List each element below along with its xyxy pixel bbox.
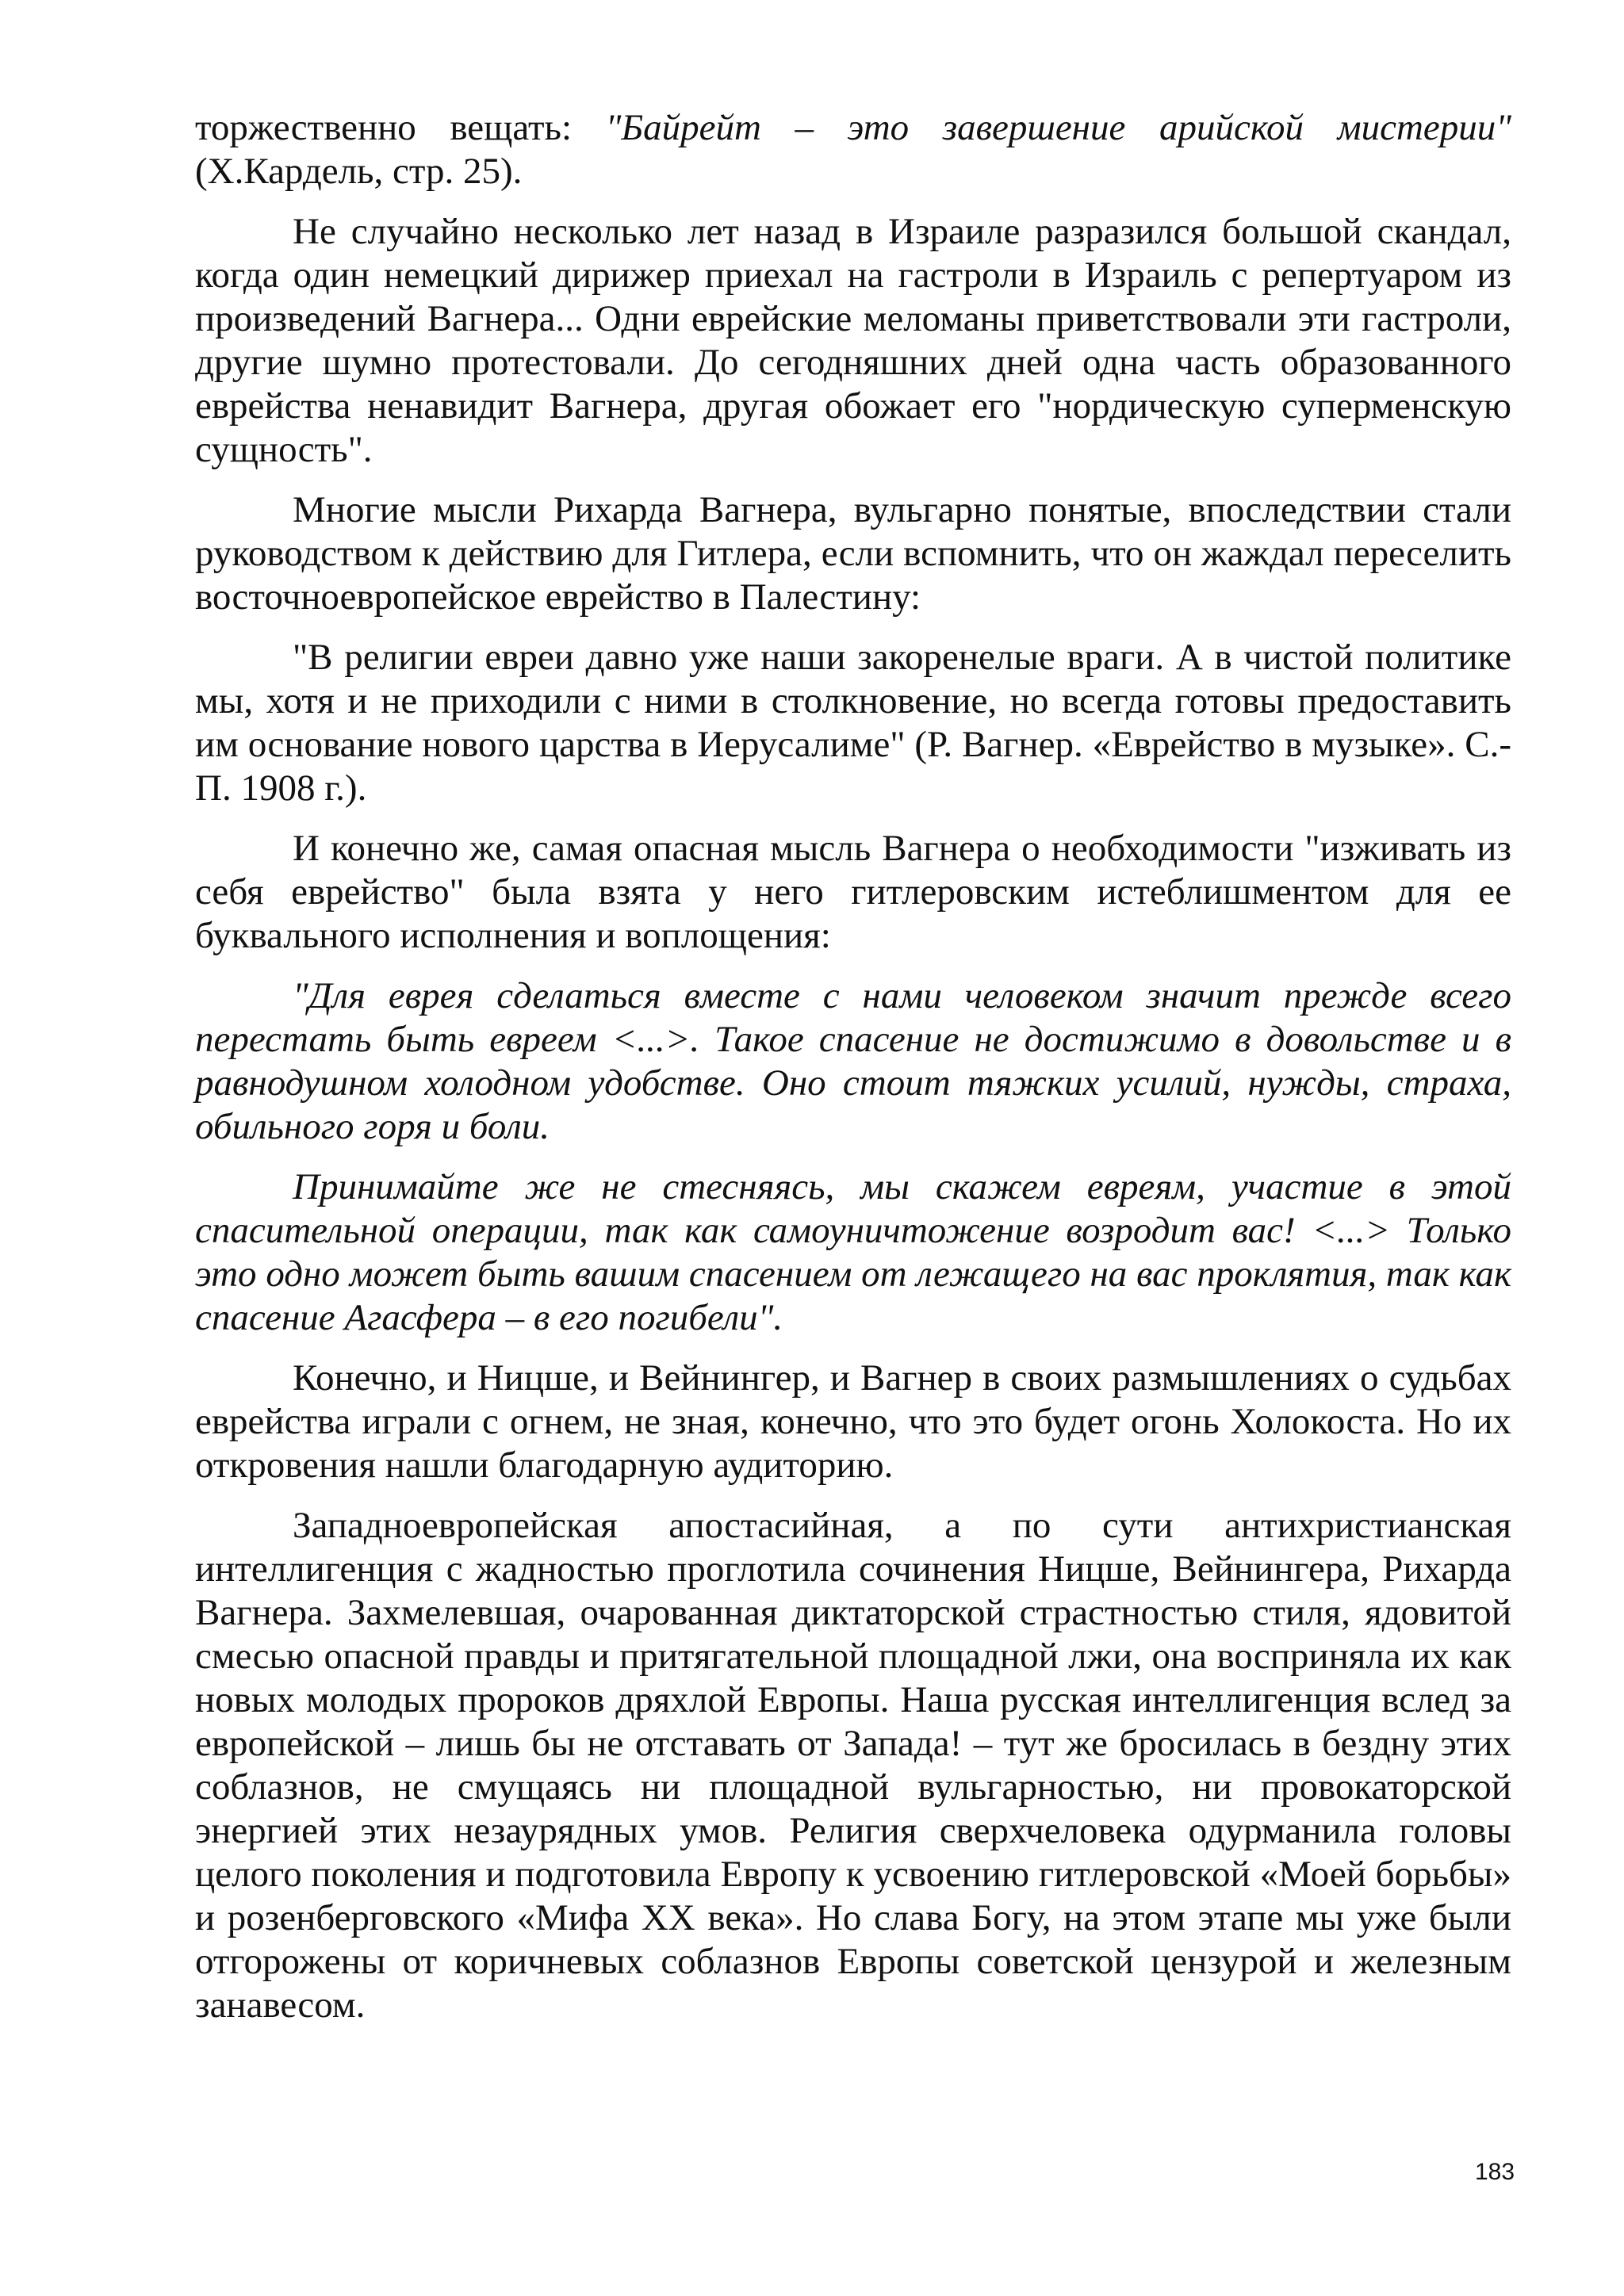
- body-text: [195, 106, 1511, 2044]
- paragraph-1: [195, 106, 1511, 193]
- text-span: торжественно вещать:: [195, 107, 606, 148]
- page-number: 183: [1475, 2159, 1515, 2185]
- paragraph-8: [195, 1357, 1511, 1487]
- paragraph-5: [195, 827, 1511, 958]
- paragraph-2: [195, 210, 1511, 472]
- text-span: И конечно же, самая опасная мысль Вагнера о необходимости "изживать из себя еврейство" была взята у него гитлеровским истеблишментом для ее буквального исполнения и воплощения:: [195, 828, 1511, 956]
- quote-span: "Байрейт – это завершение арийской мистерии": [605, 107, 1512, 148]
- text-span: "Для еврея сделаться вместе с нами человеком значит прежде всего перестать быть евреем <...>. Такое спасение не достижимо в довольстве и в равнодушном холодном удобстве. Оно стоит тяжких усилий, нужды, страха, обильного горя и боли.: [195, 975, 1511, 1147]
- paragraph-7-italic-quote: [195, 1165, 1511, 1340]
- text-span: Многие мысли Рихарда Вагнера, вульгарно понятые, впоследствии стали руководством к действию для Гитлера, если вспомнить, что он жаждал переселить восточноевропейское еврейство в Палестину:: [195, 489, 1511, 618]
- text-span: Конечно, и Ницше, и Вейнингер, и Вагнер в своих размышлениях о судьбах еврейства играли с огнем, не зная, конечно, что это будет огонь Холокоста. Но их откровения нашли благодарную аудиторию.: [195, 1357, 1511, 1486]
- paragraph-4-quote: [195, 636, 1511, 810]
- text-span: Западноевропейская апостасийная, а по сути антихристианская интеллигенция с жадностью проглотила сочинения Ницше, Вейнингера, Рихарда Вагнера. Захмелевшая, очарованная диктаторской страстностью стиля, ядовитой смесью опасной правды и притягательной площадной лжи, она восприняла их как новых молодых пророков дряхлой Европы. Наша русская интеллигенция вслед за европейской – лишь бы не отставать от Запада! – тут же бросилась в бездну этих соблазнов, не смущаясь ни площадной вульгарностью, ни провокаторской энергией этих незаурядных умов. Религия сверхчеловека одурманила головы целого поколения и подготовила Европу к усвоению гитлеровской «Моей борьбы» и розенберговского «Мифа XX века». Но слава Богу, на этом этапе мы уже были отгорожены от коричневых соблазнов Европы советской цензурой и железным занавесом.: [195, 1505, 1511, 2026]
- text-span: "В религии евреи давно уже наши закоренелые враги. А в чистой политике мы, хотя и не приходили с ними в столкновение, но всегда готовы предоставить им основание нового царства в Иерусалиме" (Р. Вагнер. «Еврейство в музыке». С.-П. 1908 г.).: [195, 637, 1511, 809]
- paragraph-6-italic-quote: [195, 974, 1511, 1149]
- text-span: Не случайно несколько лет назад в Израиле разразился большой скандал, когда один немецкий дирижер приехал на гастроли в Израиль с репертуаром из произведений Вагнера... Одни еврейские меломаны приветствовали эти гастроли, другие шумно протестовали. До сегодняшних дней одна часть образованного еврейства ненавидит Вагнера, другая обожает его "нордическую суперменскую сущность".: [195, 211, 1511, 470]
- paragraph-9: [195, 1504, 1511, 2027]
- citation-span: (Х.Кардель, стр. 25).: [195, 151, 523, 192]
- paragraph-3: [195, 488, 1511, 619]
- text-span: Принимайте же не стесняясь, мы скажем евреям, участие в этой спасительной операции, так как самоуничтожение возродит вас! <...> Только это одно может быть вашим спасением от лежащего на вас проклятия, так как спасение Агасфера – в его погибели".: [195, 1166, 1511, 1338]
